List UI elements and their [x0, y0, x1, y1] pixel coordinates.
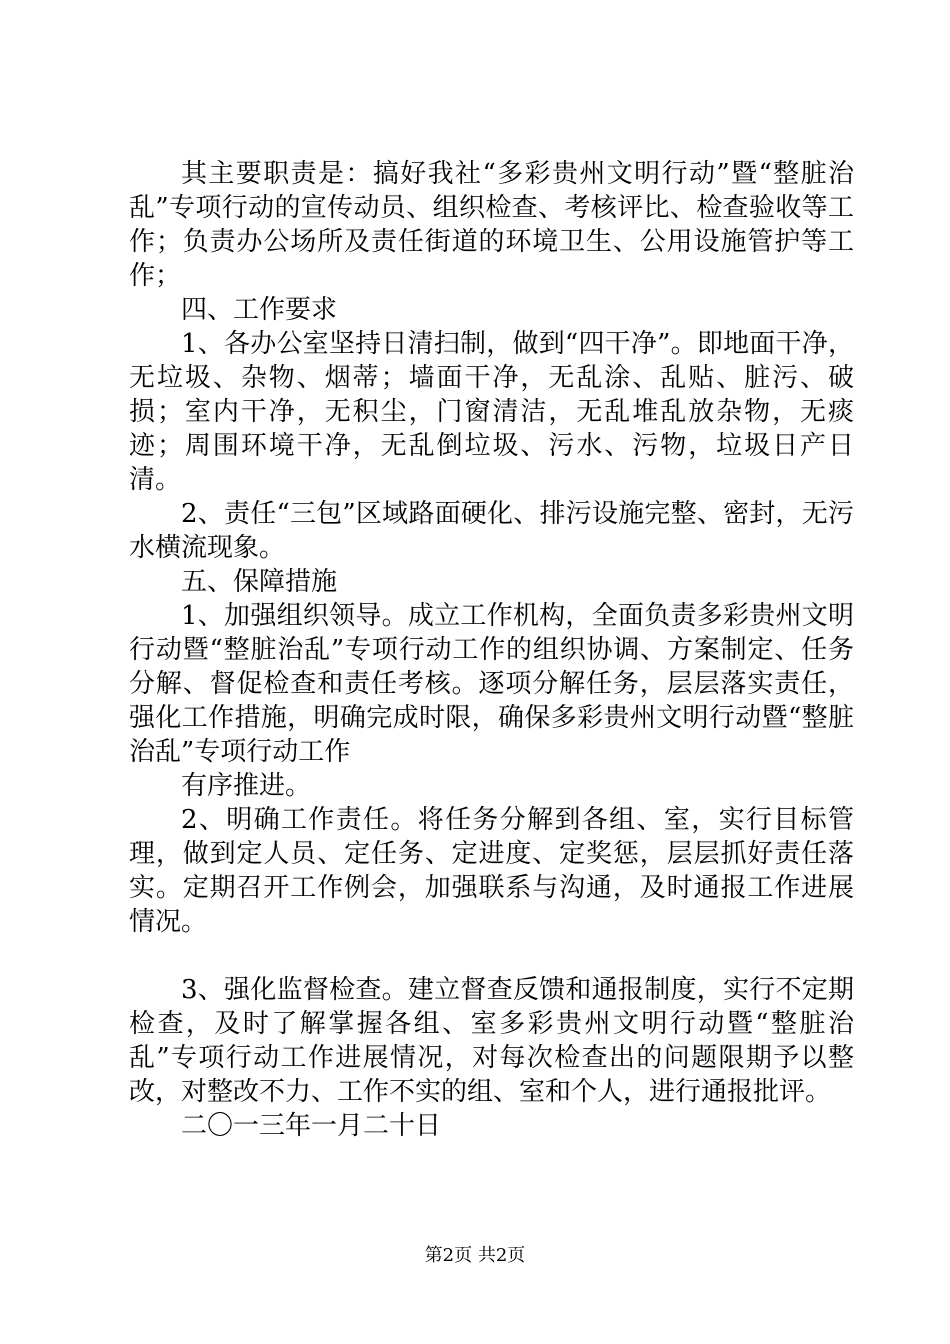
page-footer: 第2页 共2页 [424, 1245, 526, 1266]
paragraph-measure-1: 1、加强组织领导。成立工作机构，全面负责多彩贵州文明行动暨“整脏治乱”专项行动工作的组织协调、方案制定、任务分解、督促检查和责任考核。逐项分解任务，层层落实责任，强化工作措施，明确完成时限，确保多彩贵州文明行动暨“整脏治乱”专项行动工作 [129, 601, 854, 767]
document-body [129, 157, 854, 1143]
paragraph-requirement-1: 1、各办公室坚持日清扫制，做到“四干净”。即地面干净，无垃圾、杂物、烟蒂；墙面干净，无乱涂、乱贴、脏污、破损；室内干净，无积尘，门窗清洁，无乱堆乱放杂物，无痰迹；周围环境干净，无乱倒垃圾、污水、污物，垃圾日产日清。 [129, 329, 854, 495]
paragraph-measure-2: 2、明确工作责任。将任务分解到各组、室，实行目标管理，做到定人员、定任务、定进度、定奖惩，层层抓好责任落实。定期召开工作例会，加强联系与沟通，及时通报工作进展情况。 [129, 805, 854, 937]
document-date: 二〇一三年一月二十日 [181, 1111, 442, 1141]
paragraph-requirement-2: 2、责任“三包”区域路面硬化、排污设施完整、密封，无污水横流现象。 [129, 499, 854, 563]
heading-safeguard-measures: 五、保障措施 [181, 567, 338, 597]
heading-work-requirements: 四、工作要求 [181, 295, 338, 325]
paragraph-measure-3: 3、强化监督检查。建立督查反馈和通报制度，实行不定期检查，及时了解掌握各组、室多彩贵州文明行动暨“整脏治乱”专项行动工作进展情况，对每次检查出的问题限期予以整改，对整改不力、工作不实的组、室和个人，进行通报批评。 [129, 975, 854, 1107]
paragraph-orderly-progress: 有序推进。 [181, 771, 312, 801]
paragraph-duties: 其主要职责是：搞好我社“多彩贵州文明行动”暨“整脏治乱”专项行动的宣传动员、组织检查、考核评比、检查验收等工作；负责办公场所及责任街道的环境卫生、公用设施管护等工作； [129, 159, 854, 291]
